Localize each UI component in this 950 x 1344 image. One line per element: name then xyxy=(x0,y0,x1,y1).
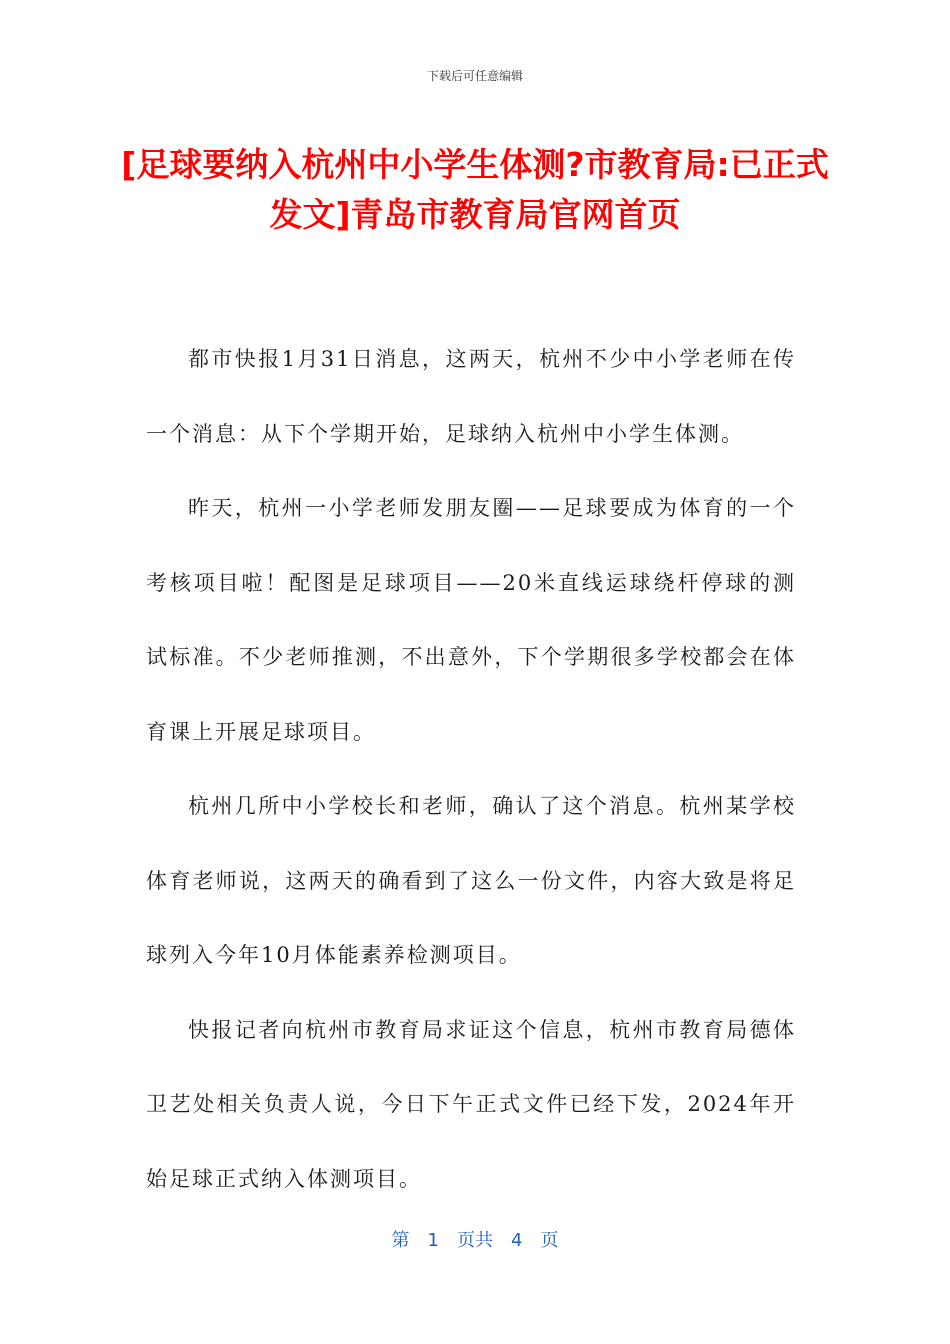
page-footer: 第 1 页共 4 页 xyxy=(391,1230,559,1251)
header-note: 下载后可任意编辑 xyxy=(426,69,523,83)
paragraph-3: 杭州几所中小学校长和老师，确认了这个消息。杭州某学校体育老师说，这两天的确看到了这么一份文件，内容大致是将足球列入今年10月体能素养检测项目。 xyxy=(146,794,796,967)
paragraph-1: 都市快报1月31日消息，这两天，杭州不少中小学老师在传一个消息：从下个学期开始，足球纳入杭州中小学生体测。 xyxy=(146,347,796,446)
paragraph-4: 快报记者向杭州市教育局求证这个信息，杭州市教育局德体卫艺处相关负责人说，今日下午正式文件已经下发，2024年开始足球正式纳入体测项目。 xyxy=(146,1017,796,1191)
paragraph-2: 昨天，杭州一小学老师发朋友圈——足球要成为体育的一个考核项目啦！配图是足球项目——20米直线运球绕杆停球的测试标准。不少老师推测，不出意外，下个学期很多学校都会在体育课上开展足球项目。 xyxy=(146,496,796,744)
article-body xyxy=(146,322,796,1216)
document-title: [足球要纳入杭州中小学生体测?市教育局:已正式发文]青岛市教育局官网首页 xyxy=(121,145,829,234)
